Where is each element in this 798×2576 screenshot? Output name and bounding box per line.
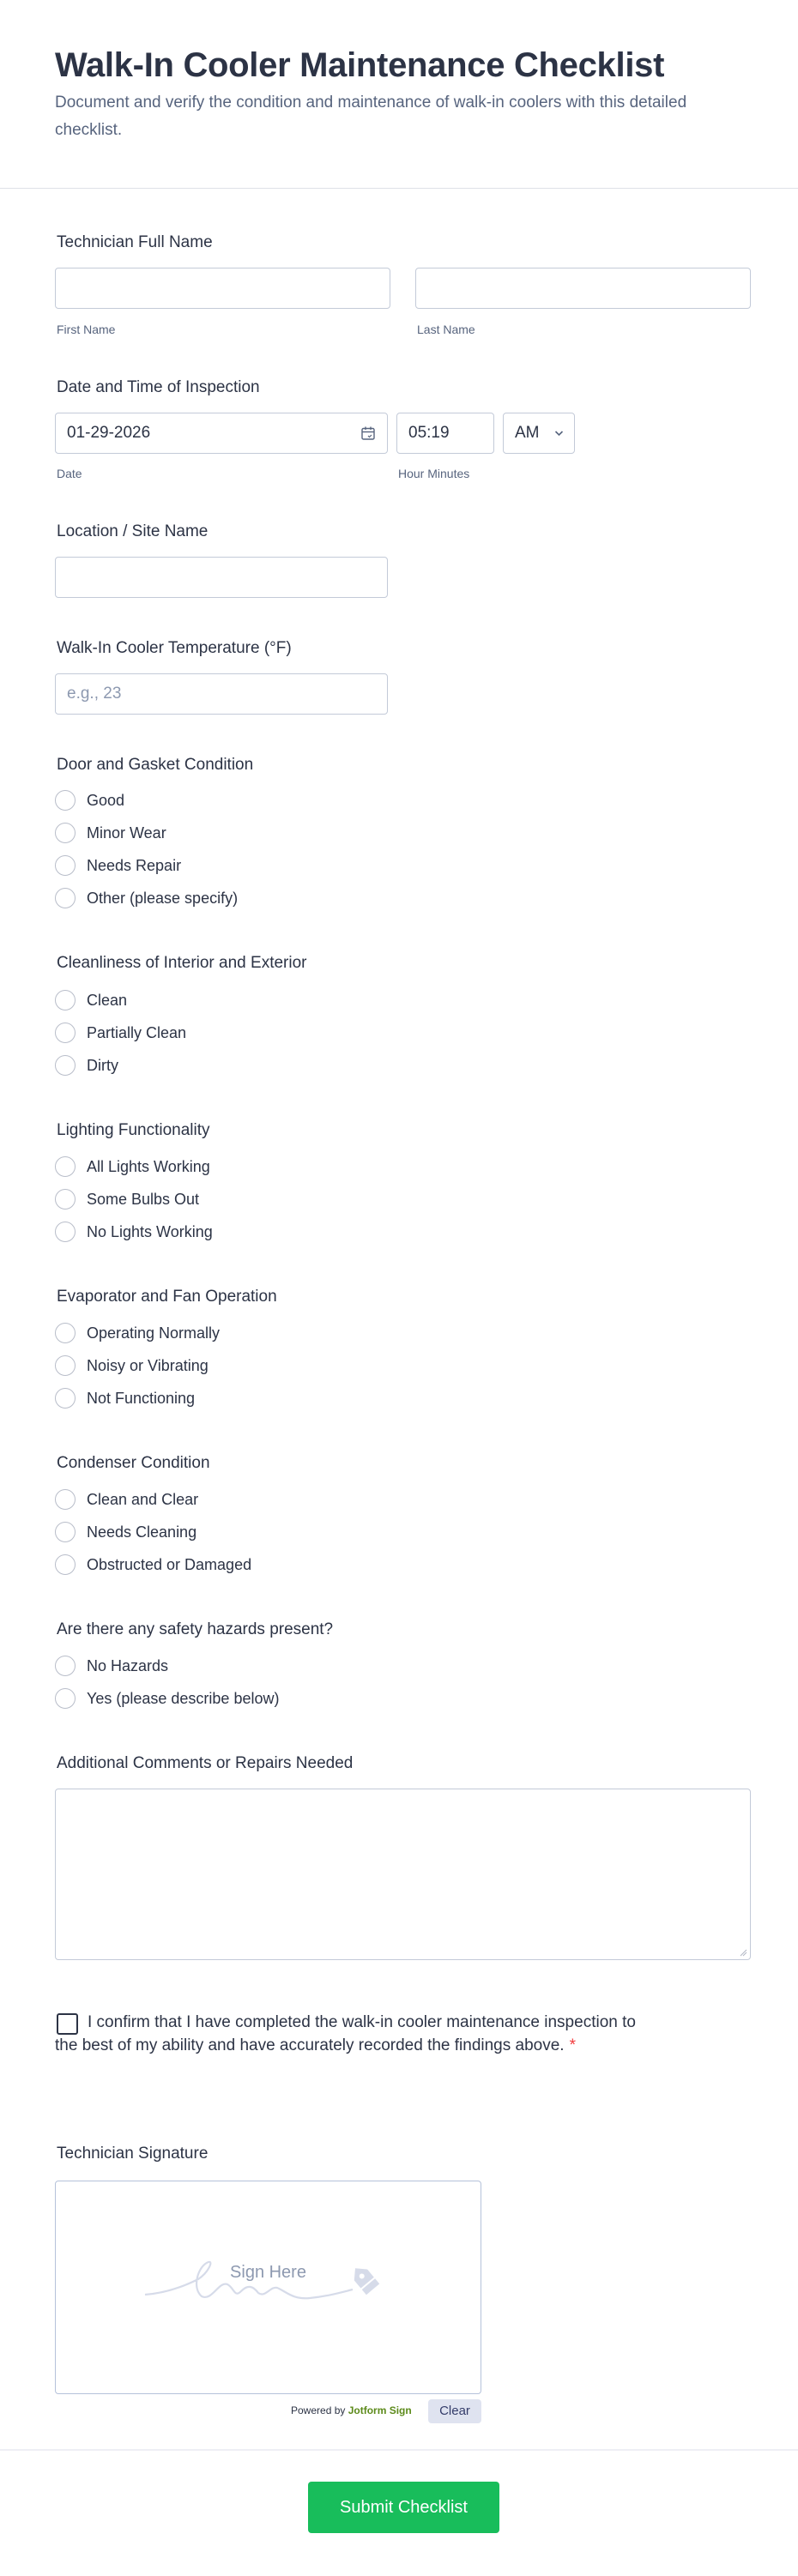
radio-button[interactable] bbox=[55, 1388, 76, 1409]
radio-option-dirty[interactable]: Dirty bbox=[55, 1053, 118, 1077]
radio-option-noisy-vibrating[interactable]: Noisy or Vibrating bbox=[55, 1354, 209, 1378]
radio-option-needs-repair[interactable]: Needs Repair bbox=[55, 854, 181, 878]
radio-option-partially-clean[interactable]: Partially Clean bbox=[55, 1021, 186, 1045]
radio-option-operating-normally[interactable]: Operating Normally bbox=[55, 1321, 220, 1345]
temperature-label: Walk-In Cooler Temperature (°F) bbox=[57, 639, 292, 657]
radio-button[interactable] bbox=[55, 790, 76, 811]
location-input[interactable] bbox=[55, 557, 388, 598]
last-name-sublabel: Last Name bbox=[417, 323, 475, 336]
radio-button[interactable] bbox=[55, 1055, 76, 1076]
form-header bbox=[0, 0, 798, 189]
radio-button[interactable] bbox=[55, 1156, 76, 1177]
door-gasket-label: Door and Gasket Condition bbox=[57, 756, 254, 774]
radio-option-no-hazards[interactable]: No Hazards bbox=[55, 1654, 168, 1678]
radio-option-needs-cleaning[interactable]: Needs Cleaning bbox=[55, 1520, 196, 1544]
clear-signature-button[interactable]: Clear bbox=[428, 2399, 481, 2423]
radio-button[interactable] bbox=[55, 1489, 76, 1510]
submit-button[interactable]: Submit Checklist bbox=[308, 2482, 499, 2533]
radio-option-some-bulbs-out[interactable]: Some Bulbs Out bbox=[55, 1187, 199, 1211]
time-value: 05:19 bbox=[408, 424, 450, 442]
technician-name-label: Technician Full Name bbox=[57, 233, 213, 251]
comments-textarea[interactable] bbox=[55, 1789, 751, 1960]
radio-option-not-functioning[interactable]: Not Functioning bbox=[55, 1386, 195, 1410]
lighting-label: Lighting Functionality bbox=[57, 1121, 210, 1139]
radio-option-good[interactable]: Good bbox=[55, 788, 124, 812]
radio-button[interactable] bbox=[55, 1189, 76, 1210]
ampm-select[interactable] bbox=[503, 413, 575, 454]
evaporator-label: Evaporator and Fan Operation bbox=[57, 1288, 277, 1306]
comments-label: Additional Comments or Repairs Needed bbox=[57, 1754, 354, 1772]
chevron-down-icon bbox=[554, 430, 564, 437]
powered-by: Powered by Jotform Sign bbox=[291, 2404, 412, 2416]
radio-option-minor-wear[interactable]: Minor Wear bbox=[55, 821, 166, 845]
sign-here-placeholder: Sign Here bbox=[230, 2263, 306, 2282]
form-title: Walk-In Cooler Maintenance Checklist bbox=[55, 46, 665, 84]
radio-option-clean-and-clear[interactable]: Clean and Clear bbox=[55, 1487, 198, 1511]
radio-option-clean[interactable]: Clean bbox=[55, 988, 127, 1012]
cleanliness-label: Cleanliness of Interior and Exterior bbox=[57, 954, 307, 972]
required-asterisk: * bbox=[569, 2036, 576, 2054]
ampm-value: AM bbox=[515, 424, 540, 442]
radio-button[interactable] bbox=[55, 1323, 76, 1343]
jotform-sign-link[interactable]: Jotform Sign bbox=[348, 2404, 412, 2416]
location-label: Location / Site Name bbox=[57, 522, 209, 540]
radio-button[interactable] bbox=[55, 1522, 76, 1542]
radio-button[interactable] bbox=[55, 855, 76, 876]
datetime-label: Date and Time of Inspection bbox=[57, 378, 260, 396]
form-description: Document and verify the condition and maintenance of walk-in coolers with this detailed checklist. bbox=[55, 94, 687, 139]
first-name-sublabel: First Name bbox=[57, 323, 116, 336]
condenser-label: Condenser Condition bbox=[57, 1454, 210, 1472]
confirm-label: I confirm that I have completed the walk-in cooler maintenance inspection to the best of my ability and have accurately recorded the findings above. * bbox=[55, 2013, 636, 2054]
radio-button[interactable] bbox=[55, 1355, 76, 1376]
radio-option-all-lights-working[interactable]: All Lights Working bbox=[55, 1155, 210, 1179]
radio-button[interactable] bbox=[55, 1554, 76, 1575]
date-sublabel: Date bbox=[57, 467, 82, 480]
resize-handle-icon[interactable] bbox=[739, 1948, 747, 1957]
temperature-input[interactable] bbox=[55, 673, 388, 715]
last-name-input[interactable] bbox=[415, 268, 751, 309]
radio-button[interactable] bbox=[55, 1023, 76, 1043]
signature-pad[interactable] bbox=[55, 2181, 481, 2394]
calendar-icon[interactable] bbox=[360, 425, 376, 441]
date-value: 01-29-2026 bbox=[67, 424, 151, 442]
radio-button[interactable] bbox=[55, 823, 76, 843]
date-input[interactable] bbox=[55, 413, 388, 454]
hazards-label: Are there any safety hazards present? bbox=[57, 1620, 334, 1638]
radio-button[interactable] bbox=[55, 1222, 76, 1242]
footer-divider bbox=[0, 2449, 798, 2451]
radio-option-other[interactable]: Other (please specify) bbox=[55, 886, 238, 910]
radio-button[interactable] bbox=[55, 888, 76, 908]
temperature-placeholder: e.g., 23 bbox=[67, 685, 122, 703]
signature-label: Technician Signature bbox=[57, 2145, 209, 2163]
radio-option-obstructed-damaged[interactable]: Obstructed or Damaged bbox=[55, 1553, 251, 1577]
first-name-input[interactable] bbox=[55, 268, 390, 309]
radio-button[interactable] bbox=[55, 990, 76, 1010]
radio-button[interactable] bbox=[55, 1688, 76, 1709]
radio-button[interactable] bbox=[55, 1656, 76, 1676]
time-sublabel: Hour Minutes bbox=[398, 467, 470, 480]
radio-option-yes-hazards[interactable]: Yes (please describe below) bbox=[55, 1686, 279, 1710]
radio-option-no-lights-working[interactable]: No Lights Working bbox=[55, 1220, 213, 1244]
signature-scribble-icon bbox=[142, 2250, 390, 2319]
time-input[interactable] bbox=[396, 413, 494, 454]
